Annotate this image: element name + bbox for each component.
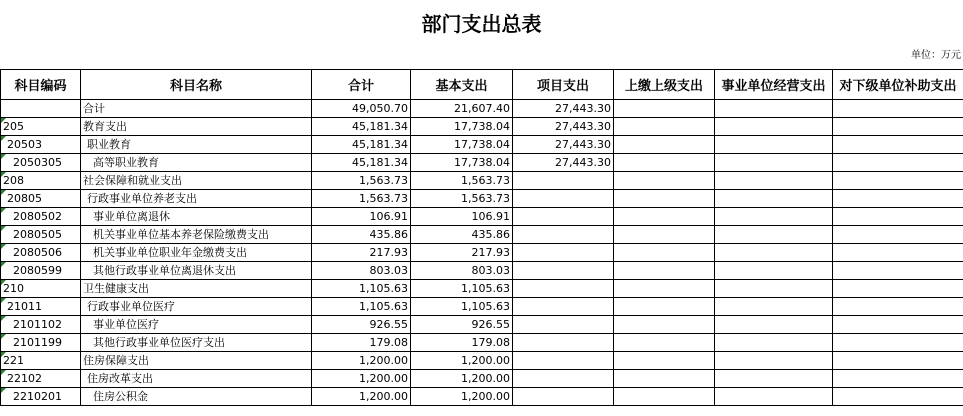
cell-name[interactable]: 卫生健康支出 — [81, 280, 312, 298]
table-row — [1, 352, 963, 370]
cell-basic[interactable]: 1,105.63 — [411, 298, 513, 316]
cell-project[interactable] — [513, 316, 614, 334]
cell-business[interactable] — [715, 316, 833, 334]
table-row — [1, 244, 963, 262]
cell-total[interactable]: 1,563.73 — [312, 172, 411, 190]
table-row — [1, 172, 963, 190]
cell-subsidy[interactable] — [833, 262, 963, 280]
table-row — [1, 100, 963, 118]
page-title: 部门支出总表 — [421, 12, 542, 36]
cell-upper[interactable] — [614, 172, 715, 190]
cell-basic[interactable]: 17,738.04 — [411, 118, 513, 136]
cell-business[interactable] — [715, 280, 833, 298]
cell-business[interactable] — [715, 226, 833, 244]
cell-upper[interactable] — [614, 226, 715, 244]
cell-total[interactable]: 1,105.63 — [312, 280, 411, 298]
cell-project[interactable] — [513, 262, 614, 280]
cell-code[interactable]: 2050305 — [1, 154, 81, 172]
cell-project[interactable]: 27,443.30 — [513, 136, 614, 154]
cell-subsidy[interactable] — [833, 154, 963, 172]
cell-code[interactable]: 221 — [1, 352, 81, 370]
cell-subsidy[interactable] — [833, 334, 963, 352]
cell-project[interactable] — [513, 226, 614, 244]
cell-name[interactable]: 教育支出 — [81, 118, 312, 136]
cell-total[interactable]: 49,050.70 — [312, 100, 411, 118]
cell-name[interactable]: 职业教育 — [81, 136, 312, 154]
cell-subsidy[interactable] — [833, 172, 963, 190]
cell-total[interactable]: 217.93 — [312, 244, 411, 262]
cell-business[interactable] — [715, 262, 833, 280]
cell-project[interactable] — [513, 298, 614, 316]
cell-business[interactable] — [715, 100, 833, 118]
cell-name[interactable]: 行政事业单位医疗 — [81, 298, 312, 316]
cell-name[interactable]: 机关事业单位职业年金缴费支出 — [81, 244, 312, 262]
cell-total[interactable]: 926.55 — [312, 316, 411, 334]
cell-code[interactable]: 21011 — [1, 298, 81, 316]
cell-business[interactable] — [715, 334, 833, 352]
cell-project[interactable] — [513, 190, 614, 208]
cell-basic[interactable]: 926.55 — [411, 316, 513, 334]
cell-business[interactable] — [715, 352, 833, 370]
table-row — [1, 154, 963, 172]
cell-total[interactable]: 45,181.34 — [312, 136, 411, 154]
cell-subsidy[interactable] — [833, 244, 963, 262]
cell-code[interactable]: 205 — [1, 118, 81, 136]
cell-total[interactable]: 106.91 — [312, 208, 411, 226]
cell-basic[interactable]: 1,563.73 — [411, 190, 513, 208]
cell-basic[interactable]: 1,200.00 — [411, 370, 513, 388]
cell-project[interactable] — [513, 352, 614, 370]
cell-project[interactable] — [513, 370, 614, 388]
header-row — [1, 70, 963, 100]
cell-name[interactable]: 高等职业教育 — [81, 154, 312, 172]
cell-upper[interactable] — [614, 154, 715, 172]
cell-upper[interactable] — [614, 118, 715, 136]
cell-code[interactable]: 20805 — [1, 190, 81, 208]
cell-name[interactable]: 住房保障支出 — [81, 352, 312, 370]
cell-code[interactable]: 208 — [1, 172, 81, 190]
header-project[interactable]: 项目支出 — [513, 70, 614, 100]
table-row — [1, 208, 963, 226]
header-subsidy[interactable]: 对下级单位补助支出 — [833, 70, 963, 100]
cell-total[interactable]: 1,200.00 — [312, 388, 411, 406]
header-code[interactable]: 科目编码 — [1, 70, 81, 100]
cell-code[interactable]: 210 — [1, 280, 81, 298]
cell-name[interactable]: 其他行政事业单位医疗支出 — [81, 334, 312, 352]
cell-business[interactable] — [715, 370, 833, 388]
cell-code[interactable]: 2101102 — [1, 316, 81, 334]
cell-total[interactable]: 1,200.00 — [312, 370, 411, 388]
cell-project[interactable] — [513, 388, 614, 406]
cell-project[interactable] — [513, 244, 614, 262]
cell-name[interactable]: 事业单位离退休 — [81, 208, 312, 226]
cell-project[interactable] — [513, 280, 614, 298]
cell-subsidy[interactable] — [833, 280, 963, 298]
cell-basic[interactable]: 1,200.00 — [411, 352, 513, 370]
cell-business[interactable] — [715, 244, 833, 262]
cell-subsidy[interactable] — [833, 118, 963, 136]
cell-subsidy[interactable] — [833, 190, 963, 208]
cell-name[interactable]: 其他行政事业单位离退休支出 — [81, 262, 312, 280]
cell-upper[interactable] — [614, 100, 715, 118]
cell-code[interactable]: 2080506 — [1, 244, 81, 262]
expenditure-table — [0, 69, 963, 406]
table-row — [1, 388, 963, 406]
cell-basic[interactable]: 17,738.04 — [411, 154, 513, 172]
cell-total[interactable]: 803.03 — [312, 262, 411, 280]
cell-subsidy[interactable] — [833, 316, 963, 334]
cell-code[interactable]: 2080505 — [1, 226, 81, 244]
cell-upper[interactable] — [614, 316, 715, 334]
cell-basic[interactable]: 217.93 — [411, 244, 513, 262]
cell-code[interactable]: 2080502 — [1, 208, 81, 226]
cell-total[interactable]: 1,200.00 — [312, 352, 411, 370]
table-row — [1, 334, 963, 352]
cell-name[interactable]: 机关事业单位基本养老保险缴费支出 — [81, 226, 312, 244]
cell-business[interactable] — [715, 298, 833, 316]
cell-basic[interactable]: 106.91 — [411, 208, 513, 226]
cell-upper[interactable] — [614, 298, 715, 316]
cell-code[interactable] — [1, 100, 81, 118]
table-row — [1, 118, 963, 136]
cell-project[interactable] — [513, 172, 614, 190]
table-row — [1, 316, 963, 334]
table-row — [1, 370, 963, 388]
cell-total[interactable]: 1,563.73 — [312, 190, 411, 208]
table-row — [1, 298, 963, 316]
cell-code[interactable]: 2101199 — [1, 334, 81, 352]
cell-upper[interactable] — [614, 370, 715, 388]
cell-business[interactable] — [715, 208, 833, 226]
table-row — [1, 190, 963, 208]
cell-total[interactable]: 1,105.63 — [312, 298, 411, 316]
cell-business[interactable] — [715, 172, 833, 190]
header-upper[interactable]: 上缴上级支出 — [614, 70, 715, 100]
header-name[interactable]: 科目名称 — [81, 70, 312, 100]
header-basic[interactable]: 基本支出 — [411, 70, 513, 100]
unit-label: 单位：万元 — [911, 50, 961, 61]
cell-name[interactable]: 事业单位医疗 — [81, 316, 312, 334]
cell-upper[interactable] — [614, 280, 715, 298]
cell-upper[interactable] — [614, 388, 715, 406]
cell-project[interactable]: 27,443.30 — [513, 118, 614, 136]
cell-basic[interactable]: 179.08 — [411, 334, 513, 352]
cell-name[interactable]: 合计 — [81, 100, 312, 118]
table-row — [1, 262, 963, 280]
cell-business[interactable] — [715, 388, 833, 406]
cell-basic[interactable]: 803.03 — [411, 262, 513, 280]
cell-business[interactable] — [715, 154, 833, 172]
cell-subsidy[interactable] — [833, 370, 963, 388]
table-row — [1, 280, 963, 298]
cell-upper[interactable] — [614, 136, 715, 154]
cell-subsidy[interactable] — [833, 208, 963, 226]
cell-name[interactable]: 住房公积金 — [81, 388, 312, 406]
cell-total[interactable]: 179.08 — [312, 334, 411, 352]
cell-upper[interactable] — [614, 352, 715, 370]
cell-business[interactable] — [715, 190, 833, 208]
cell-basic[interactable]: 21,607.40 — [411, 100, 513, 118]
cell-total[interactable]: 45,181.34 — [312, 154, 411, 172]
cell-name[interactable]: 行政事业单位养老支出 — [81, 190, 312, 208]
cell-business[interactable] — [715, 118, 833, 136]
cell-upper[interactable] — [614, 190, 715, 208]
cell-total[interactable]: 435.86 — [312, 226, 411, 244]
table-row — [1, 226, 963, 244]
cell-subsidy[interactable] — [833, 298, 963, 316]
cell-basic[interactable]: 435.86 — [411, 226, 513, 244]
table-row — [1, 136, 963, 154]
header-total[interactable]: 合计 — [312, 70, 411, 100]
cell-total[interactable]: 45,181.34 — [312, 118, 411, 136]
cell-code[interactable]: 2210201 — [1, 388, 81, 406]
cell-basic[interactable]: 1,200.00 — [411, 388, 513, 406]
cell-upper[interactable] — [614, 262, 715, 280]
cell-code[interactable]: 2080599 — [1, 262, 81, 280]
cell-code[interactable]: 22102 — [1, 370, 81, 388]
cell-business[interactable] — [715, 136, 833, 154]
cell-project[interactable]: 27,443.30 — [513, 100, 614, 118]
cell-subsidy[interactable] — [833, 352, 963, 370]
cell-basic[interactable]: 1,563.73 — [411, 172, 513, 190]
cell-name[interactable]: 住房改革支出 — [81, 370, 312, 388]
cell-subsidy[interactable] — [833, 136, 963, 154]
cell-subsidy[interactable] — [833, 388, 963, 406]
cell-code[interactable]: 20503 — [1, 136, 81, 154]
cell-project[interactable] — [513, 208, 614, 226]
cell-upper[interactable] — [614, 334, 715, 352]
cell-subsidy[interactable] — [833, 226, 963, 244]
cell-upper[interactable] — [614, 208, 715, 226]
cell-project[interactable] — [513, 334, 614, 352]
cell-basic[interactable]: 1,105.63 — [411, 280, 513, 298]
cell-basic[interactable]: 17,738.04 — [411, 136, 513, 154]
header-business[interactable]: 事业单位经营支出 — [715, 70, 833, 100]
cell-project[interactable]: 27,443.30 — [513, 154, 614, 172]
cell-name[interactable]: 社会保障和就业支出 — [81, 172, 312, 190]
cell-upper[interactable] — [614, 244, 715, 262]
cell-subsidy[interactable] — [833, 100, 963, 118]
